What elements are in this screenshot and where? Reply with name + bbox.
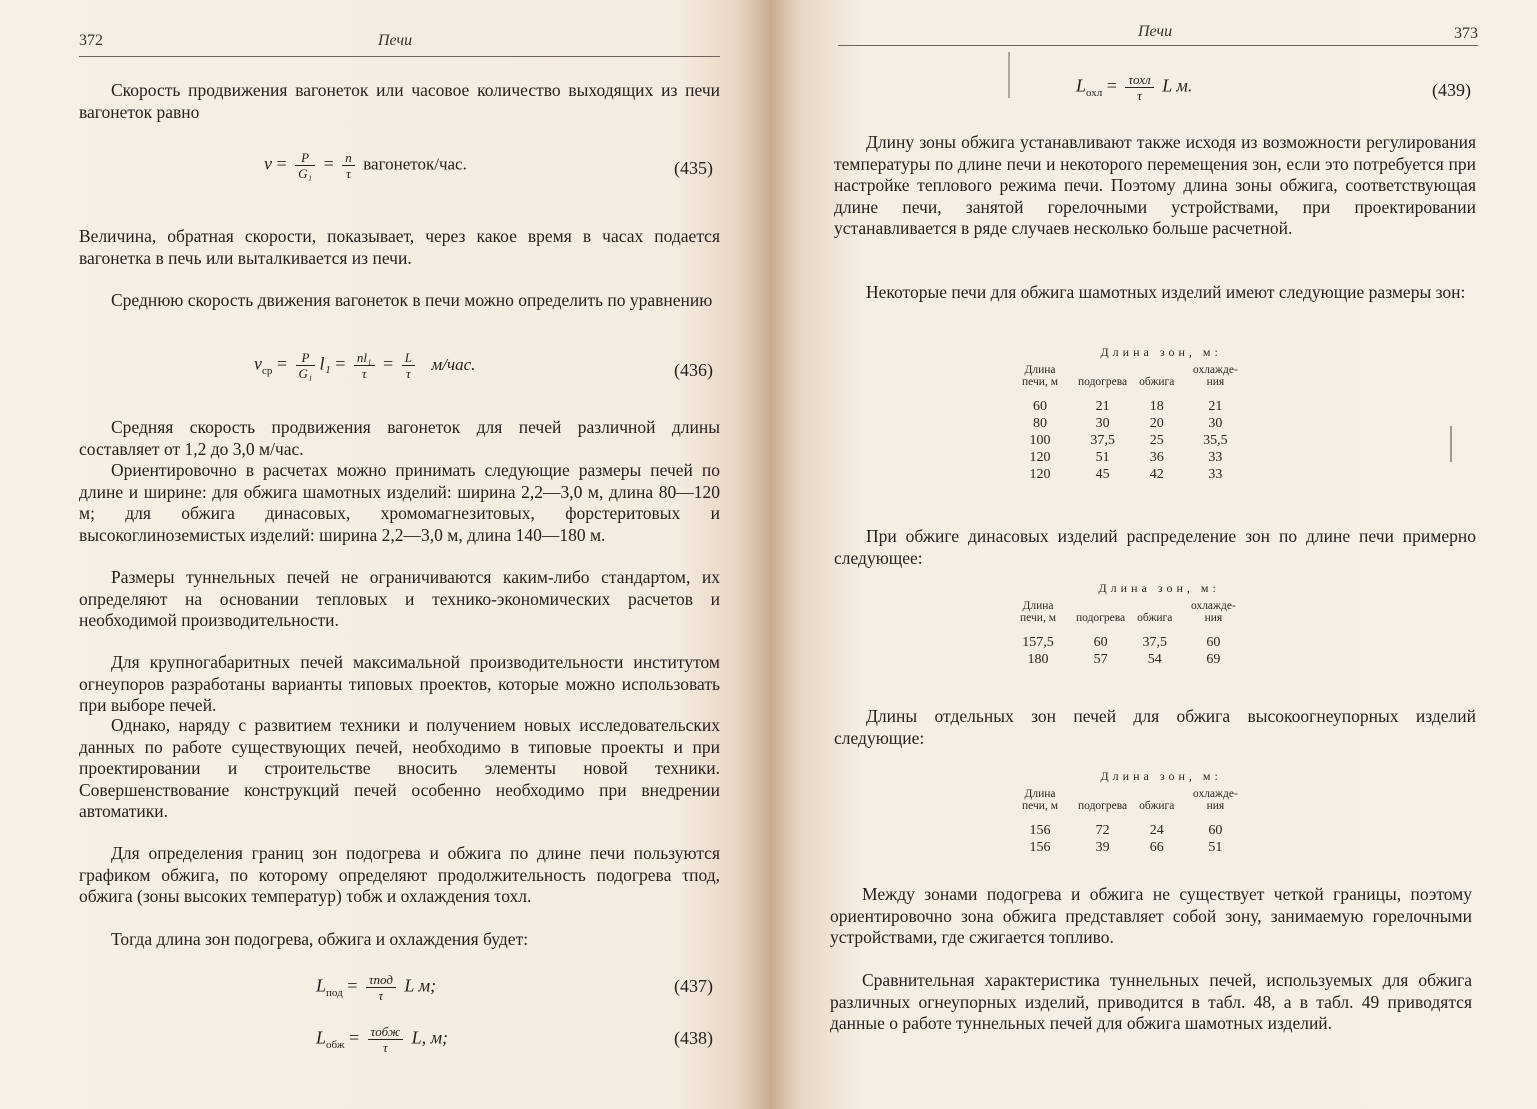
zone-table-2 xyxy=(1006,582,1248,668)
column-header: подогрева xyxy=(1076,612,1126,624)
fraction: $\frac{\text{τохл}}{\tau}$ xyxy=(1125,72,1153,103)
paragraph: Длины отдельных зон печей для обжига высокоогнеупорных изделий следующие: xyxy=(834,706,1476,748)
paragraph: Однако, наряду с развитием техники и получением новых исследовательских данных по работе существующих печей, необходимо в типовые проекты и при проектировании и строительстве вносить элементы новой техники. Совершенствование конструкций печей особенно необходимо при внедрении автоматики. xyxy=(79,715,720,821)
paragraph: Средняя скорость продвижения вагонеток для печей различной длины составляет от 1,2 до 3,0 м/час. xyxy=(79,417,720,459)
paragraph: Некоторые печи для обжига шамотных изделий имеют следующие размеры зон: xyxy=(866,282,1466,302)
fraction: $\frac{P}{\text{G₁}}$ xyxy=(296,350,316,381)
paragraph: Величина, обратная скорости, показывает, через какое время в часах подается вагонетка в печь или выталкивается из печи. xyxy=(79,226,720,268)
equation-number: (439) xyxy=(1432,80,1471,100)
column-header: охлажде-ния xyxy=(1192,364,1238,388)
column-header: Длина печи, м xyxy=(1022,788,1058,812)
fraction: $\frac{P}{\text{G₁}}$ xyxy=(295,150,315,181)
header-rule xyxy=(79,56,720,57)
equation-438: $L_{обж}$ = $\frac{\text{τобж}}{\tau}$ L, м; xyxy=(316,1024,449,1055)
running-head: Печи xyxy=(1138,23,1173,40)
page-number: 373 xyxy=(1454,25,1478,42)
column-header: Длина печи, м xyxy=(1022,364,1058,388)
table-caption: Длина зон, м: xyxy=(1100,345,1222,359)
fraction: $\frac{n}{\tau}$ xyxy=(342,150,355,181)
paragraph: Длину зоны обжига устанавливают также исходя из возможности регулирования температуры по длине печи и некоторого перемещения зон, если это потребуется при настройке теплового режима печи. Поэтому длина зоны обжига, соответствующая длине печи, занятой горелочными устройствами, при проектировании устанавливается в ряде случаев несколько больше расчетной. xyxy=(834,132,1476,238)
column-header: обжига xyxy=(1137,612,1173,624)
table-row: 80 30 20 30 xyxy=(1033,416,1223,431)
table-row: 60 21 18 21 xyxy=(1033,399,1223,414)
margin-mark xyxy=(1008,52,1010,98)
table-row: 120 45 42 33 xyxy=(1029,467,1223,482)
paragraph: Среднюю скорость движения вагонеток в печи можно определить по уравнению xyxy=(111,290,713,310)
paragraph: Скорость продвижения вагонеток или часовое количество выходящих из печи вагонеток равно xyxy=(79,80,720,122)
running-head: Печи xyxy=(378,32,413,49)
column-header: Длина печи, м xyxy=(1020,600,1056,624)
paragraph: Между зонами подогрева и обжига не существует четкой границы, поэтому ориентировочно зона обжига представляет собой зону, занимаемую горелочными устройствами, где сжигается топливо. xyxy=(830,884,1472,947)
zone-table-1 xyxy=(1008,346,1250,483)
header-rule xyxy=(838,45,1478,46)
column-header: подогрева xyxy=(1078,800,1128,812)
eq-sign: = xyxy=(323,153,334,174)
fraction: $\frac{\text{τпод}}{\tau}$ xyxy=(366,972,396,1003)
table-row: 100 37,5 25 35,5 xyxy=(1029,433,1228,448)
equation-number: (435) xyxy=(674,158,713,178)
paragraph: При обжиге динасовых изделий распределение зон по длине печи примерно следующее: xyxy=(834,526,1476,568)
column-header: охлажде-ния xyxy=(1192,788,1238,812)
paragraph: Тогда длина зон подогрева, обжига и охлаждения будет: xyxy=(111,929,529,949)
margin-mark xyxy=(1450,426,1452,462)
table-caption: Длина зон, м: xyxy=(1098,581,1220,595)
eq-symbol: v xyxy=(264,153,272,174)
equation-number: (438) xyxy=(674,1028,713,1048)
paragraph: Сравнительная характеристика туннельных печей, используемых для обжига различных огнеупорных изделий, приводится в табл. 48, а в табл. 49 приводятся данные о работе туннельных печей для обжига шамотных изделий. xyxy=(830,970,1472,1033)
paragraph: Для крупногабаритных печей максимальной производительности институтом огнеупоров разработаны варианты типовых проектов, которые можно использовать при выборе печей. xyxy=(79,652,720,715)
column-header: охлажде-ния xyxy=(1190,600,1236,624)
equation-number: (437) xyxy=(674,976,713,996)
table-row: 180 57 54 69 xyxy=(1027,652,1221,667)
equation-437: $L_{под}$ = $\frac{\text{τпод}}{\tau}$ L м; xyxy=(316,972,437,1003)
table-row: 120 51 36 33 xyxy=(1029,450,1223,465)
table-row: 157,5 60 37,5 60 xyxy=(1022,635,1221,650)
zone-table-3 xyxy=(1008,770,1250,856)
table-row: 156 72 24 60 xyxy=(1029,823,1223,838)
right-page xyxy=(770,0,1537,1109)
eq-unit: вагонеток/час. xyxy=(363,154,467,174)
equation-number: (436) xyxy=(674,360,713,380)
equation-436: $v_{ср}$ = $\frac{P}{\text{G₁}}$ l₁ = $\frac{\text{nl₁}}{\tau}$ = $\frac{L}{\tau}$ м/час. xyxy=(254,350,476,381)
table-caption: Длина зон, м: xyxy=(1100,769,1222,783)
fraction: $\frac{\text{nl₁}}{\tau}$ xyxy=(354,350,375,381)
paragraph: Для определения границ зон подогрева и обжига по длине печи пользуются графиком обжига, по которому определяют продолжительность подогрева τпод, обжига (зоны высоких температур) τобж и охлаждения τохл. xyxy=(79,843,720,906)
column-header: обжига xyxy=(1139,376,1175,388)
table-row: 156 39 66 51 xyxy=(1029,840,1223,855)
eq-unit: м/час. xyxy=(431,354,476,374)
fraction: $\frac{L}{\tau}$ xyxy=(402,350,415,381)
equation-439: $L_{охл}$ = $\frac{\text{τохл}}{\tau}$ L м. xyxy=(1076,72,1193,103)
column-header: обжига xyxy=(1139,800,1175,812)
fraction: $\frac{\text{τобж}}{\tau}$ xyxy=(368,1024,403,1055)
column-header: подогрева xyxy=(1078,376,1128,388)
paragraph: Размеры туннельных печей не ограничиваются каким-либо стандартом, их определяют на основании тепловых и технико-экономических расчетов и необходимой производительности. xyxy=(79,567,720,630)
page-number: 372 xyxy=(79,32,103,49)
equation-435 xyxy=(264,150,467,181)
paragraph: Ориентировочно в расчетах можно принимать следующие размеры печей по длине и ширине: для обжига шамотных изделий: ширина 2,2—3,0 м, длина 80—120 м; для обжига динасовых, хромомагнезитовых, форстеритовых и высокоглиноземистых изделий: ширина 2,2—3,0 м, длина 140—180 м. xyxy=(79,460,720,545)
eq-sign: = xyxy=(276,153,287,174)
